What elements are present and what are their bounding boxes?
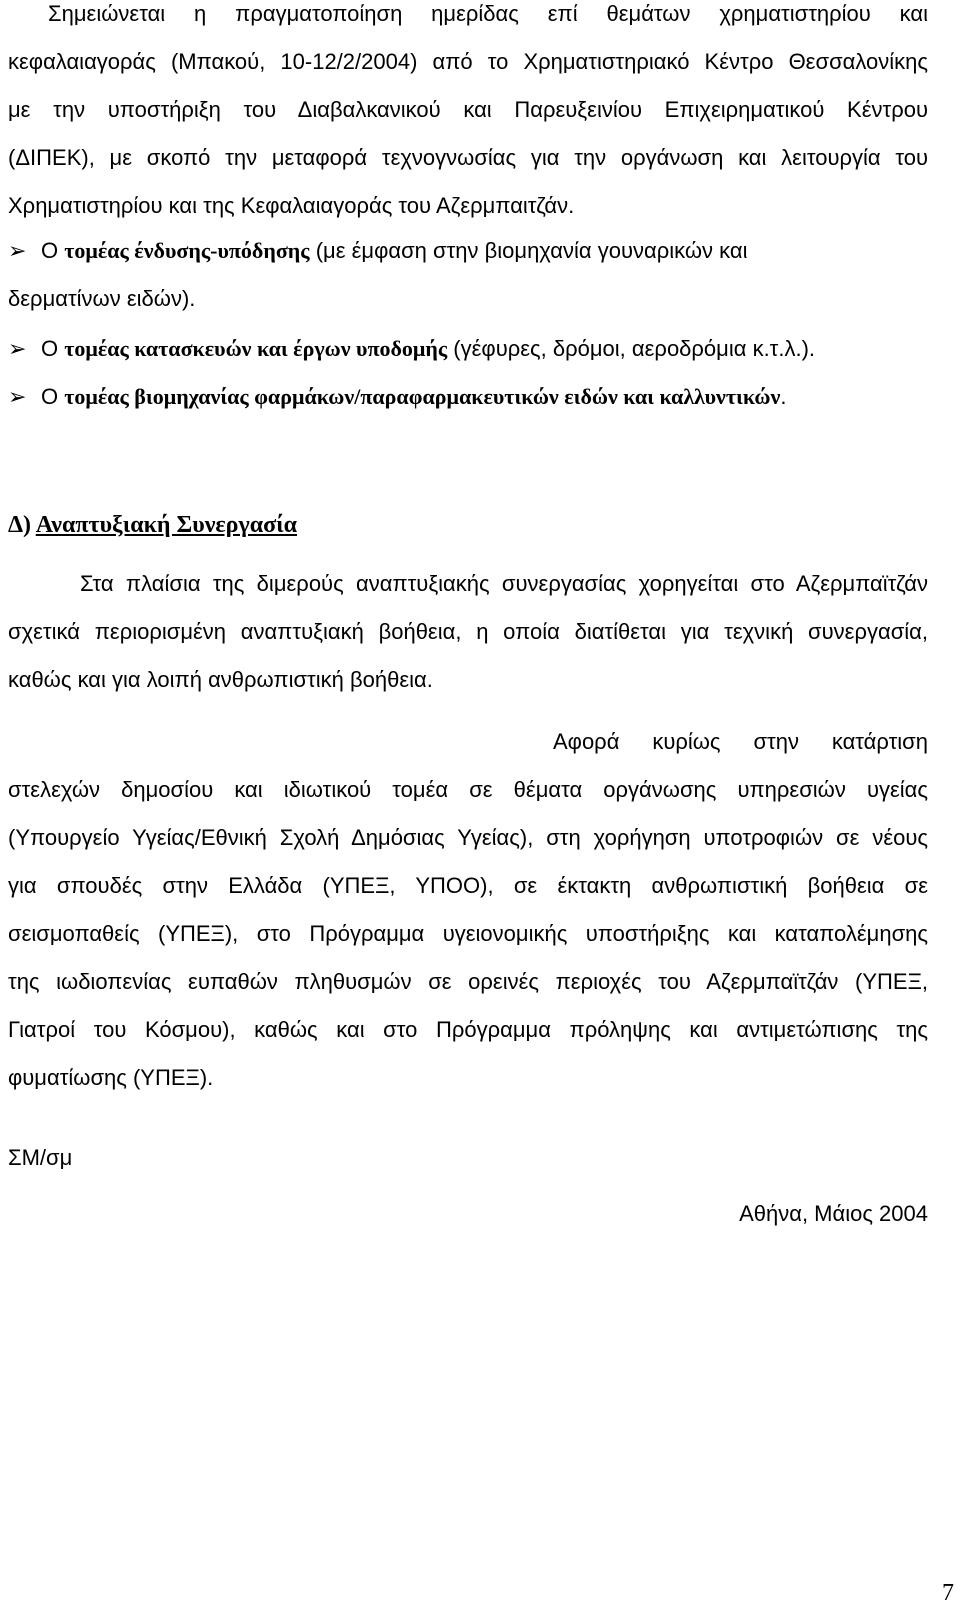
bullet-2-prefix: Ο: [41, 336, 65, 361]
bullet-1-text: [41, 227, 747, 275]
section-heading-prefix: Δ): [8, 512, 36, 538]
initials: [8, 1134, 928, 1182]
section-paragraph-2: [8, 718, 928, 1102]
para2-line-2: στελεχών δημοσίου και ιδιωτικού τομέα σε θέματα οργάνωσης υπηρεσιών υγείας: [8, 777, 928, 802]
bullet-arrow-icon: ➢: [8, 384, 27, 409]
place-date: [8, 1190, 928, 1238]
initials-text: ΣΜ/σμ: [8, 1145, 73, 1170]
bullet-3-bold: τομέας βιομηχανίας φαρμάκων/παραφαρμακευτικών ειδών και καλλυντικών: [64, 384, 781, 409]
para1-line-1: Στα πλαίσια της διμερούς αναπτυξιακής συνεργασίας χορηγείται στο Αζερμπαϊτζάν: [80, 571, 928, 596]
para2-line-3: (Υπουργείο Υγείας/Εθνική Σχολή Δημόσιας Υγείας), στη χορήγηση υποτροφιών σε νέους: [8, 825, 928, 850]
para2-line-5: σεισμοπαθείς (ΥΠΕΞ), στο Πρόγραμμα υγειονομικής υποστήριξης και καταπολέμησης: [8, 921, 928, 946]
bullet-2-bold: τομέας κατασκευών και έργων υποδομής: [64, 336, 448, 361]
bullet-arrow-icon: ➢: [8, 336, 27, 361]
para2-line-7: Γιατροί του Κόσμου), καθώς και στο Πρόγραμμα πρόληψης και αντιμετώπισης της: [8, 1017, 928, 1042]
para2-line-6: της ιωδιοπενίας ευπαθών πληθυσμών σε ορεινές περιοχές του Αζερμπαϊτζάν (ΥΠΕΞ,: [8, 969, 928, 994]
bullet-arrow-icon: ➢: [8, 238, 27, 263]
section-heading-title: Αναπτυξιακή Συνεργασία: [35, 512, 298, 538]
para2-line-8: φυματίωσης (ΥΠΕΞ).: [8, 1065, 214, 1090]
intro-line-1: Σημειώνεται η πραγματοποίηση ημερίδας επί θεμάτων χρηματιστηρίου και: [48, 1, 928, 26]
bullet-1-rest: (με έμφαση στην βιομηχανία γουναρικών και: [309, 238, 748, 263]
bullet-item-1: [8, 227, 928, 275]
bullet-1-continuation: δερματίνων ειδών).: [8, 286, 196, 311]
intro-line-5: Χρηματιστηρίου και της Κεφαλαιαγοράς του Αζερμπαιτζάν.: [8, 193, 575, 218]
sector-bullet-list: [8, 227, 928, 421]
bullet-3-prefix: Ο: [41, 384, 65, 409]
bullet-3-rest: .: [780, 384, 787, 409]
intro-line-3: με την υποστήριξη του Διαβαλκανικού και Παρευξεινίου Επιχειρηματικού Κέντρου: [8, 97, 928, 122]
intro-line-2: κεφαλαιαγοράς (Μπακού, 10-12/2/2004) από το Χρηματιστηριακό Κέντρο Θεσσαλονίκης: [8, 49, 928, 74]
intro-paragraph: [8, 0, 928, 230]
intro-line-4: (ΔΙΠΕΚ), με σκοπό την μεταφορά τεχνογνωσίας για την οργάνωση και λειτουργία του: [8, 145, 928, 170]
section-paragraph-1: [8, 560, 928, 704]
para2-line-1: Αφορά κυρίως στην κατάρτιση: [553, 729, 928, 754]
page-number: 7: [942, 1580, 954, 1606]
bullet-1-bold: τομέας ένδυσης-υπόδησης: [64, 238, 310, 263]
bullet-item-2: [8, 325, 928, 373]
section-heading: [8, 501, 928, 549]
para2-line-4: για σπουδές στην Ελλάδα (ΥΠΕΞ, ΥΠΟΟ), σε έκτακτη ανθρωπιστική βοήθεια σε: [8, 873, 928, 898]
bullet-2-rest: (γέφυρες, δρόμοι, αεροδρόμια κ.τ.λ.).: [447, 336, 816, 361]
bullet-1-prefix: Ο: [41, 238, 65, 263]
para1-line-2: σχετικά περιορισμένη αναπτυξιακή βοήθεια, η οποία διατίθεται για τεχνική συνεργασία,: [8, 619, 928, 644]
place-date-text: Αθήνα, Μάιος 2004: [739, 1201, 928, 1226]
section-heading-line: [8, 501, 928, 549]
para1-line-3: καθώς και για λοιπή ανθρωπιστική βοήθεια.: [8, 667, 433, 692]
bullet-item-3: [8, 373, 928, 421]
